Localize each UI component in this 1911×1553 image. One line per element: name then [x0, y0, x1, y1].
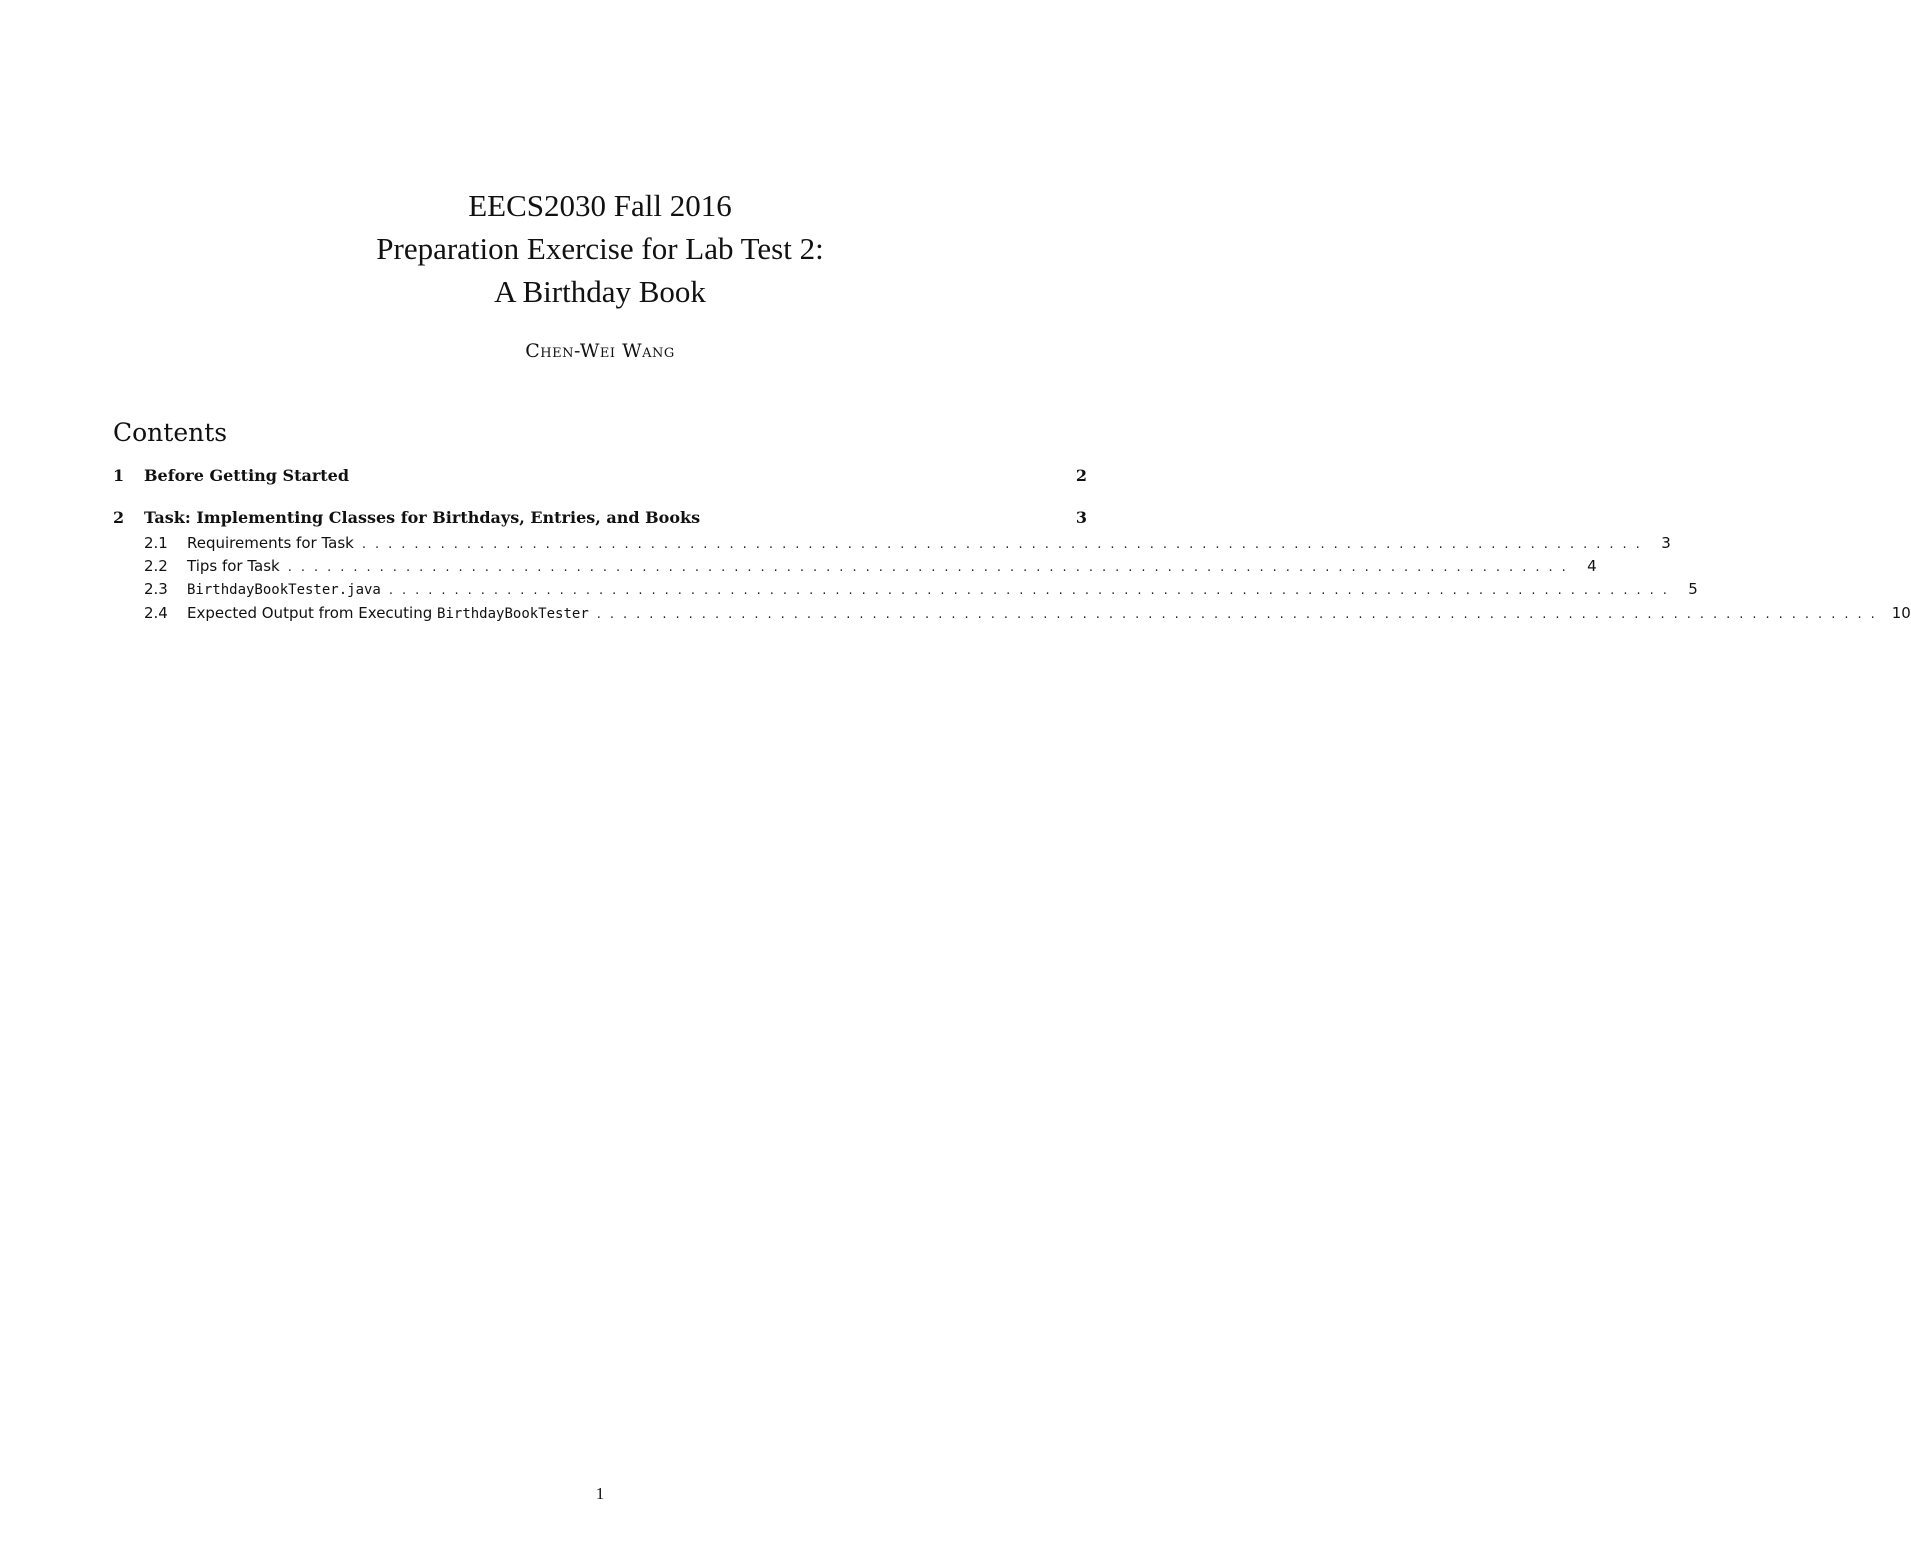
toc-subsection-title-text: Expected Output from Executing [187, 604, 438, 622]
toc-subsection-number: 2.1 [144, 534, 168, 552]
toc-leader-dots: .................................................................................................. [596, 607, 1884, 622]
toc-leader-dots: .................................................................................................. [287, 560, 1575, 575]
toc-subsection-number: 2.4 [144, 604, 168, 622]
toc-subsection-title: Requirements for Task [187, 534, 354, 552]
toc-subsection-page: 10 [1891, 604, 1911, 622]
title-line-exercise: Preparation Exercise for Lab Test 2: [376, 231, 824, 266]
title-block [0, 184, 1200, 313]
toc-section-title: Before Getting Started [144, 466, 350, 485]
title-line-subject: A Birthday Book [494, 274, 706, 309]
toc-subsection-page: 4 [1587, 557, 1597, 575]
toc-section-1[interactable] [113, 466, 1087, 490]
page-number: 1 [595, 1484, 605, 1503]
toc-subsection-2-1[interactable] [144, 534, 1671, 556]
toc-section-page: 3 [1075, 508, 1087, 527]
toc-section-number: 1 [113, 466, 125, 485]
title-line-course: EECS2030 Fall 2016 [468, 188, 732, 223]
toc-subsection-page: 5 [1688, 580, 1698, 598]
toc-section-number: 2 [113, 508, 125, 527]
toc-subsection-number: 2.3 [144, 580, 168, 598]
toc-leader-dots: .................................................................................................. [388, 583, 1676, 598]
toc-subsection-2-2[interactable] [144, 557, 1597, 579]
toc-section-page: 2 [1075, 466, 1087, 485]
toc-subsection-page: 3 [1661, 534, 1671, 552]
toc-subsection-number: 2.2 [144, 557, 168, 575]
toc-section-2[interactable] [113, 508, 1087, 532]
toc-subsection-title [187, 604, 589, 622]
contents-heading: Contents [113, 418, 228, 447]
toc-subsection-title: Tips for Task [187, 557, 280, 575]
toc-subsection-title-code: BirthdayBookTester [437, 606, 589, 622]
toc-leader-dots: .................................................................................................. [361, 537, 1649, 552]
toc-subsection-title: BirthdayBookTester.java [187, 582, 381, 598]
toc-subsection-2-3[interactable] [144, 580, 1698, 602]
toc-section-title: Task: Implementing Classes for Birthdays, Entries, and Books [144, 508, 701, 527]
author-name: Chen-Wei Wang [525, 340, 675, 362]
toc-subsection-2-4[interactable] [144, 604, 1911, 626]
